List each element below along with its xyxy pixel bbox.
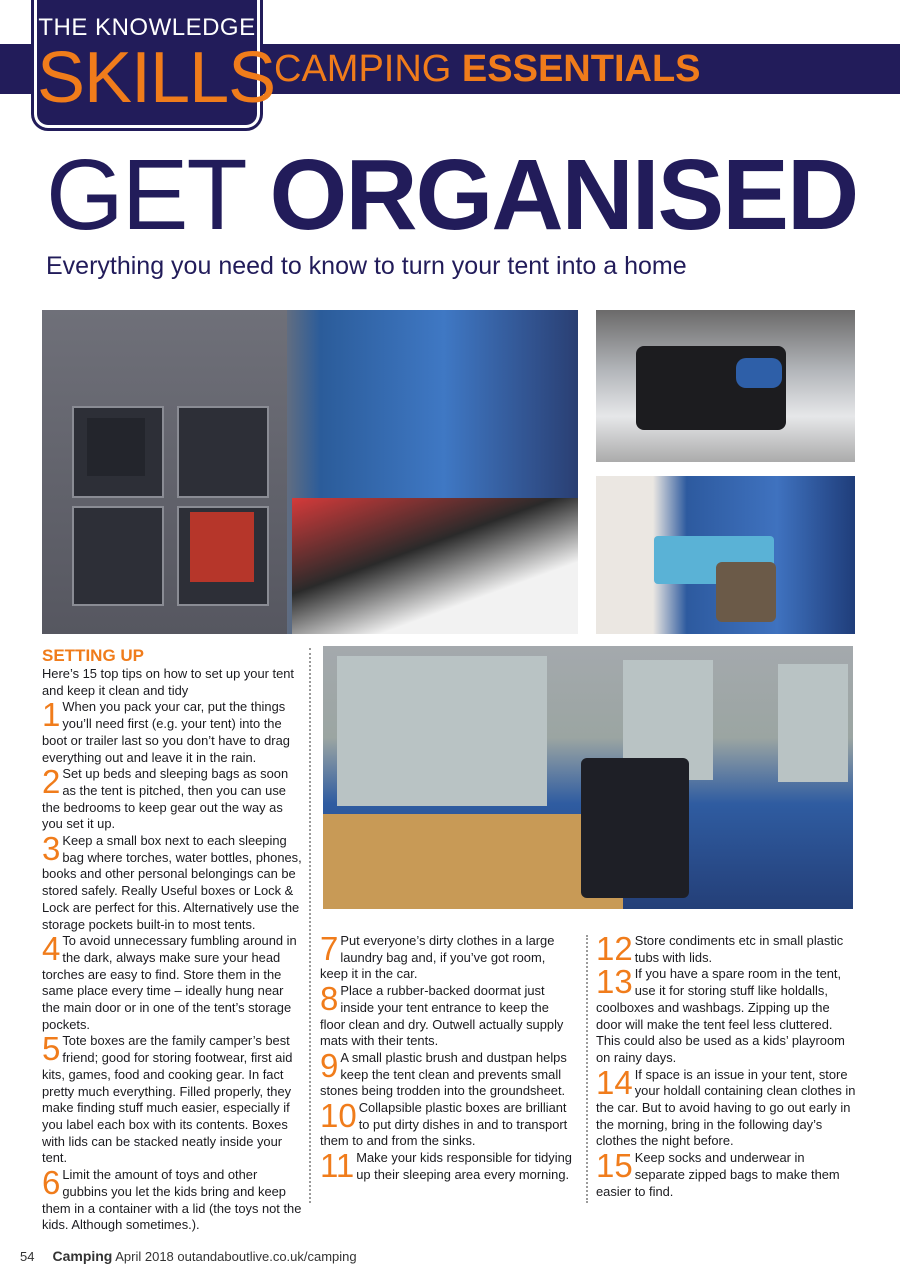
tip-text: Tote boxes are the family camper’s best friend; good for storing footwear, first aid kits, games, food and cooking gear. In fact pretty much everything. Filled properly, they make finding stuff much easier, especially if you label each box with its contents. Boxes with lids can be stacked neatly inside your tent. [42,1033,293,1166]
headline-bold: ORGANISED [269,139,858,251]
badge-top-label: THE KNOWLEDGE [38,14,256,41]
section-title [274,46,701,92]
page-subhead: Everything you need to know to turn your tent into a home [46,252,687,280]
tip-number: 13 [596,963,633,1001]
tip-text: Put everyone’s dirty clothes in a large laundry bag and, if you’ve got room, keep it in the car. [320,933,555,982]
tip-text: Collapsible plastic boxes are brilliant to put dirty dishes in and to transport them to and from the sinks. [320,1100,568,1149]
tent-window-image [337,656,547,806]
tip-number: 10 [320,1097,357,1135]
tip-text: Set up beds and sleeping bags as soon as the tent is pitched, then you can use the bedrooms to keep gear out the way as you set it up. [42,766,289,832]
issue-info: April 2018 outandaboutlive.co.uk/camping [112,1249,357,1264]
tip-number: 15 [596,1147,633,1185]
tip-text: Make your kids responsible for tidying up their sleeping area every morning. [356,1150,572,1182]
tip-number: 1 [42,696,61,734]
skills-badge [34,0,276,128]
sleeping-bag-image [736,358,782,388]
tip-text: Keep a small box next to each sleeping bag where torches, water bottles, phones, books and other personal belongings can be stored safely. Really Useful boxes or Lock & Lock are perfect for this. Alternatively use the storage pockets built-in to most tents. [42,833,302,932]
text-column-2 [320,930,576,1185]
headline-light: GET [46,139,270,251]
tip-item [596,963,856,1066]
tent-interior-photo [323,646,853,909]
tip-text: Store condiments etc in small plastic tubs with lids. [634,933,844,965]
tip-item [320,1147,576,1185]
tip-number: 9 [320,1046,339,1084]
section-title-light: CAMPING [274,48,462,90]
tip-item [42,1030,302,1167]
tip-number: 12 [596,930,633,967]
tip-number: 5 [42,1030,61,1068]
hanging-organiser [42,310,287,634]
page-headline [46,140,857,250]
tip-item [320,1097,576,1150]
tip-text: When you pack your car, put the things you’ll need first (e.g. your tent) into the boot or trailer last so you don’t have to drag everything out and leave it in the rain. [42,699,290,765]
tip-number: 8 [320,980,339,1018]
tip-number: 7 [320,930,339,967]
tent-bed-image [292,498,578,634]
tip-text: Place a rubber-backed doormat just inside your tent entrance to keep the floor clean and dry. Outwell actually supply mats with their tents. [320,983,564,1049]
tip-item [42,1164,302,1234]
tip-number: 3 [42,830,61,868]
camping-chair-image [581,758,689,898]
tip-item [42,763,302,833]
page-number: 54 [20,1249,35,1264]
column-divider [309,648,311,1203]
tip-item [320,1046,576,1100]
organiser-pocket [177,406,269,498]
tip-number: 2 [42,763,61,801]
section-heading: SETTING UP [42,646,145,665]
tip-item [42,930,302,1033]
tip-text: A small plastic brush and dustpan helps keep the tent clean and prevents small stones being trodden into the groundsheet. [320,1049,567,1099]
tip-item [596,1147,856,1200]
tip-text: If space is an issue in your tent, store your holdall containing clean clothes in the car. But to avoid having to go out early in the morning, bring in the following day’s clothes the night before. [596,1066,856,1149]
badge-main-label: SKILLS [37,38,276,118]
storage-boxes-photo [596,476,855,634]
camping-table-image [323,814,623,909]
section-intro: Here’s 15 top tips on how to set up your tent and keep it clean and tidy [42,666,294,698]
tip-text: Keep socks and underwear in separate zipped bags to make them easier to find. [596,1150,840,1199]
tip-number: 6 [42,1164,61,1202]
page-footer [20,1248,357,1264]
tip-number: 11 [320,1147,355,1185]
tip-item [596,1063,856,1151]
tip-item [320,980,576,1050]
text-column-1 [42,646,302,1234]
tip-item [596,930,856,967]
tip-number: 14 [596,1063,633,1101]
book-image [87,418,145,476]
section-title-bold: ESSENTIALS [461,48,701,90]
tip-text: Limit the amount of toys and other gubbins you let the kids bring and keep them in a container with a lid (the toys not the kids. Although sometimes.). [42,1167,302,1233]
column-divider [586,935,588,1203]
car-boot-photo [596,310,855,462]
tent-window-image [778,664,848,782]
magazine-name: Camping [52,1248,113,1264]
tip-item [42,830,302,933]
book-image [190,512,254,582]
tent-organiser-photo [42,310,578,634]
organiser-pocket [72,506,164,606]
tip-text: To avoid unnecessary fumbling around in the dark, always make sure your head torches are easy to find. Store them in the same place every time – ideally hung near the main door or in one of the tent’s storage pockets. [42,933,297,1032]
tip-number: 4 [42,930,61,968]
tip-text: If you have a spare room in the tent, use it for storing stuff like holdalls, coolboxes and washbags. Zipping up the door will make the tent feel less cluttered. This could also be used as a kids’ playroom on rainy days. [596,966,845,1065]
tip-item [42,696,302,766]
holdall-image [716,562,776,622]
text-column-3 [596,930,856,1200]
tip-item [320,930,576,983]
